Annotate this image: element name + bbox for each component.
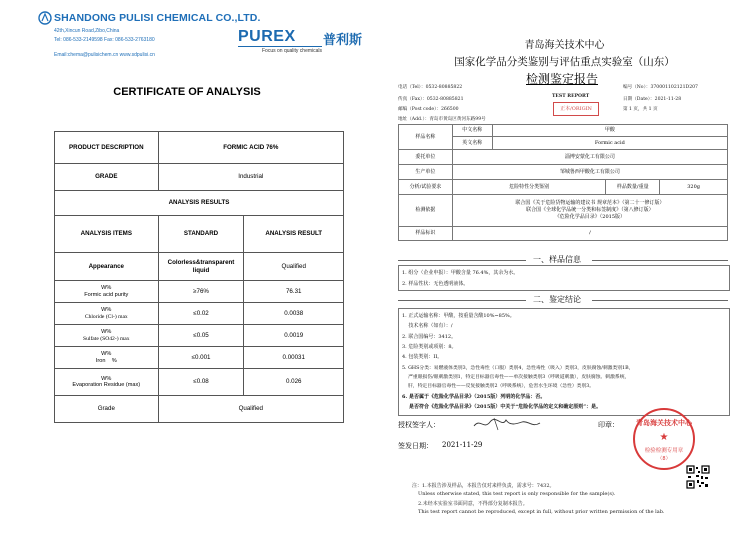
- item-unit: W%: [101, 375, 112, 382]
- conclusion-line: 严重眼损伤/眼刺激类别1，特定目标器官毒性——单次接触类别3（呼吸道刺激），皮肤腐蚀、刺激系统，: [402, 375, 630, 380]
- table-row: [55, 303, 344, 325]
- issue-date-value: 2021-11-29: [442, 441, 483, 449]
- conclusion-line: 3. 危险类别或项别：8。: [402, 344, 457, 350]
- item-unit: W%: [101, 307, 112, 314]
- seal-label: 印章：: [598, 421, 619, 429]
- section1-title: 一、样品信息: [533, 255, 581, 264]
- report-issuer: 青岛海关技术中心: [524, 40, 605, 51]
- standard-iron: ≤0.001: [158, 347, 244, 369]
- header-page: 第 1 页，共 1 页: [623, 107, 658, 112]
- item-unit: W%: [101, 329, 112, 336]
- footnote-cn-1: 注：1.本报告涉及样品，本报告仅对来样负责，需求号：7432。: [412, 483, 555, 489]
- seal-number: （8）: [657, 456, 671, 462]
- header-post: 邮编（Post code）：266500: [398, 107, 459, 112]
- qr-code-icon: [686, 465, 710, 489]
- grade-label: GRADE: [55, 164, 159, 191]
- conclusion-line: 2. 联合国编号：3412。: [402, 334, 457, 340]
- basis-line-3: 《危险化学品目录》（2015版）: [554, 213, 626, 220]
- official-seal: [633, 408, 695, 470]
- table-row: [399, 165, 728, 180]
- result-formic-purity: 76.31: [244, 281, 344, 303]
- table-row: [399, 180, 728, 195]
- product-description-value: FORMIC ACID 76%: [158, 132, 343, 164]
- header-date: 日期（Date）：2021-11-28: [623, 97, 682, 102]
- final-grade-label: Grade: [55, 396, 159, 423]
- mark-label: 样品标识: [399, 227, 453, 241]
- item-chloride: Chloride (Cl-) max: [84, 313, 128, 320]
- company-address: 42th,Xincun Road,Zibo,China: [54, 28, 120, 34]
- item-unit: W%: [101, 351, 112, 358]
- header-fax: 传真（Fax）：0532-80885821: [398, 97, 464, 102]
- conclusion-box: [398, 308, 730, 416]
- footnote-en-2: This test report cannot be reproduced, except in full, without prior written permission of the lab.: [418, 509, 665, 515]
- client-label: 委托单位: [399, 150, 453, 165]
- table-row: [55, 164, 344, 191]
- cn-name-label: 中文名称: [452, 125, 492, 137]
- sample-name-label: 样品名称: [399, 125, 453, 150]
- header-address: 地址（Add.）：青岛市黄岛区黄河东路99号: [398, 117, 486, 122]
- coa-table: [54, 131, 344, 423]
- table-row: [399, 125, 728, 137]
- basis-label: 检测依据: [399, 195, 453, 227]
- conclusion-line: 6. 是否属于《危险化学品目录》（2015版）列明的化学品：否。: [402, 394, 546, 400]
- result-evaporation-residue: 0.026: [244, 369, 344, 396]
- section-divider: [398, 300, 526, 301]
- quantity-label: 样品数量/重量: [606, 180, 660, 195]
- logo-underline: [238, 46, 322, 47]
- section-divider: [398, 260, 526, 261]
- section2-title: 二、鉴定结论: [533, 295, 581, 304]
- table-row: [55, 347, 344, 369]
- col-header-standard: STANDARD: [158, 216, 244, 253]
- client-value: 淄博安蒙化工有限公司: [452, 150, 727, 165]
- en-name-label: 英文名称: [452, 137, 492, 150]
- conclusion-line: 1. 正式运输名称：甲酸，按重量含酸10%~85%。: [402, 313, 515, 319]
- table-row: [55, 325, 344, 347]
- seal-text-bottom: 检验检测专用章: [644, 448, 684, 454]
- header-test-report: TEST REPORT: [552, 94, 590, 99]
- footnote-en-1: Unless otherwise stated, this test report is only responsible for the sample(s).: [418, 491, 616, 497]
- result-chloride: 0.0038: [244, 303, 344, 325]
- origin-stamp: 正本/ORIGIN: [553, 102, 599, 116]
- standard-evaporation-residue: ≤0.08: [158, 369, 244, 396]
- standard-chloride: ≤0.02: [158, 303, 244, 325]
- company-contacts: Tel: 086-533-2149598 Fax: 086-533-2763180: [54, 37, 155, 43]
- sample-info-box: [398, 265, 730, 291]
- table-row: [55, 369, 344, 396]
- report-lab: 国家化学品分类鉴别与评估重点实验室（山东）: [454, 56, 675, 68]
- item-unit: W%: [101, 285, 112, 292]
- header-tel: 电话（Tel）：0532-80885822: [398, 85, 463, 90]
- company-web: Email:chema@pulisichem.cn www.sdpulisi.cn: [54, 52, 155, 58]
- basis-line-1: 联合国《关于危险货物运输的建议书 规章范本》（第二十一修订版）: [515, 200, 665, 207]
- cn-name-value: 甲酸: [492, 125, 727, 137]
- pulisi-logo-mark: [38, 10, 52, 24]
- standard-sulfate: ≤0.05: [158, 325, 244, 347]
- section-divider: [592, 260, 728, 261]
- analysis-results-header: ANALYSIS RESULTS: [55, 191, 344, 216]
- en-name-value: Formic acid: [492, 137, 727, 150]
- table-row: [399, 227, 728, 241]
- table-row: [55, 132, 344, 164]
- issue-date-label: 签发日期：: [398, 442, 433, 450]
- signer-label: 授权签字人：: [398, 421, 440, 429]
- request-label: 分析/试验要求: [399, 180, 453, 195]
- final-grade-value: Qualified: [158, 396, 343, 423]
- quantity-value: 320g: [660, 180, 728, 195]
- seal-text-top: 青岛海关技术中心: [636, 419, 692, 427]
- result-appearance: Qualified: [244, 253, 344, 281]
- result-sulfate: 0.0019: [244, 325, 344, 347]
- result-iron: 0.00031: [244, 347, 344, 369]
- report-title: 检测鉴定报告: [526, 72, 599, 86]
- logo-tagline: Focus on quality chemicals: [262, 48, 323, 54]
- request-value: 危险特性分类鉴别: [452, 180, 605, 195]
- table-row: [399, 150, 728, 165]
- section-divider: [592, 300, 728, 301]
- seal-star-icon: ★: [659, 432, 669, 443]
- purex-logo: PUREX: [238, 28, 296, 45]
- item-formic-purity: Formic acid purity: [84, 291, 129, 298]
- product-description-label: PRODUCT DESCRIPTION: [55, 132, 159, 164]
- item-iron: Iron %: [95, 357, 117, 364]
- table-row: [399, 195, 728, 227]
- conclusion-line: 5. GHS分类：易燃液体类别3，急性毒性（口服）类别4，急性毒性（吸入）类别3，皮肤腐蚀/刺激类别1B，: [402, 366, 634, 371]
- coa-title: CERTIFICATE OF ANALYSIS: [113, 86, 261, 98]
- conclusion-line: 肝，特定目标器官毒性——反复接触类别2（呼吸系统），危害水生环境（急性）类别3。: [402, 384, 595, 389]
- conclusion-line: 4. 包装类别：II。: [402, 354, 443, 360]
- grade-value: Industrial: [158, 164, 343, 191]
- col-header-result: ANALYSIS RESULT: [244, 216, 344, 253]
- mark-value: /: [452, 227, 727, 241]
- table-row: [55, 191, 344, 216]
- table-row: [55, 253, 344, 281]
- col-header-items: ANALYSIS ITEMS: [55, 216, 159, 253]
- conclusion-line: 是否符合《危险化学品目录》（2015版）中关于“危险化学品的定义和确定原则”：是。: [402, 404, 602, 410]
- footnote-cn-2: 2.未经本实验室书面同意，不得部分复制本报告。: [418, 501, 528, 507]
- conclusion-line: 技术名称（如有）：/: [402, 323, 453, 329]
- producer-value: 邹城鲁西甲酸化工有限公司: [452, 165, 727, 180]
- table-row: [55, 281, 344, 303]
- standard-formic-purity: ≥76%: [158, 281, 244, 303]
- table-header-row: [55, 216, 344, 253]
- item-evaporation-residue: Evaporation Residue (max): [72, 382, 141, 388]
- basis-line-2: 联合国《全球化学品统一分类和标签制度》（第八修订版）: [526, 207, 654, 214]
- header-report-no: 编号（No）：370001102121D207: [623, 85, 698, 90]
- purex-logo-cn: 普利斯: [323, 33, 363, 48]
- table-row: [55, 396, 344, 423]
- standard-appearance: Colorless&transparent liquid: [158, 253, 244, 281]
- sample-info-line-2: 2. 样品性状：无色透明液体。: [402, 281, 469, 287]
- company-name: SHANDONG PULISI CHEMICAL CO.,LTD.: [54, 12, 261, 24]
- sample-info-line-1: 1. 组分（企业申报）：甲酸含量 76.4%，其余为水。: [402, 270, 519, 276]
- handwritten-signature: [470, 414, 550, 434]
- item-sulfate: Sulfate (SO42-) max: [82, 335, 130, 342]
- report-info-table: [398, 124, 728, 241]
- item-appearance: Appearance: [55, 253, 159, 281]
- producer-label: 生产单位: [399, 165, 453, 180]
